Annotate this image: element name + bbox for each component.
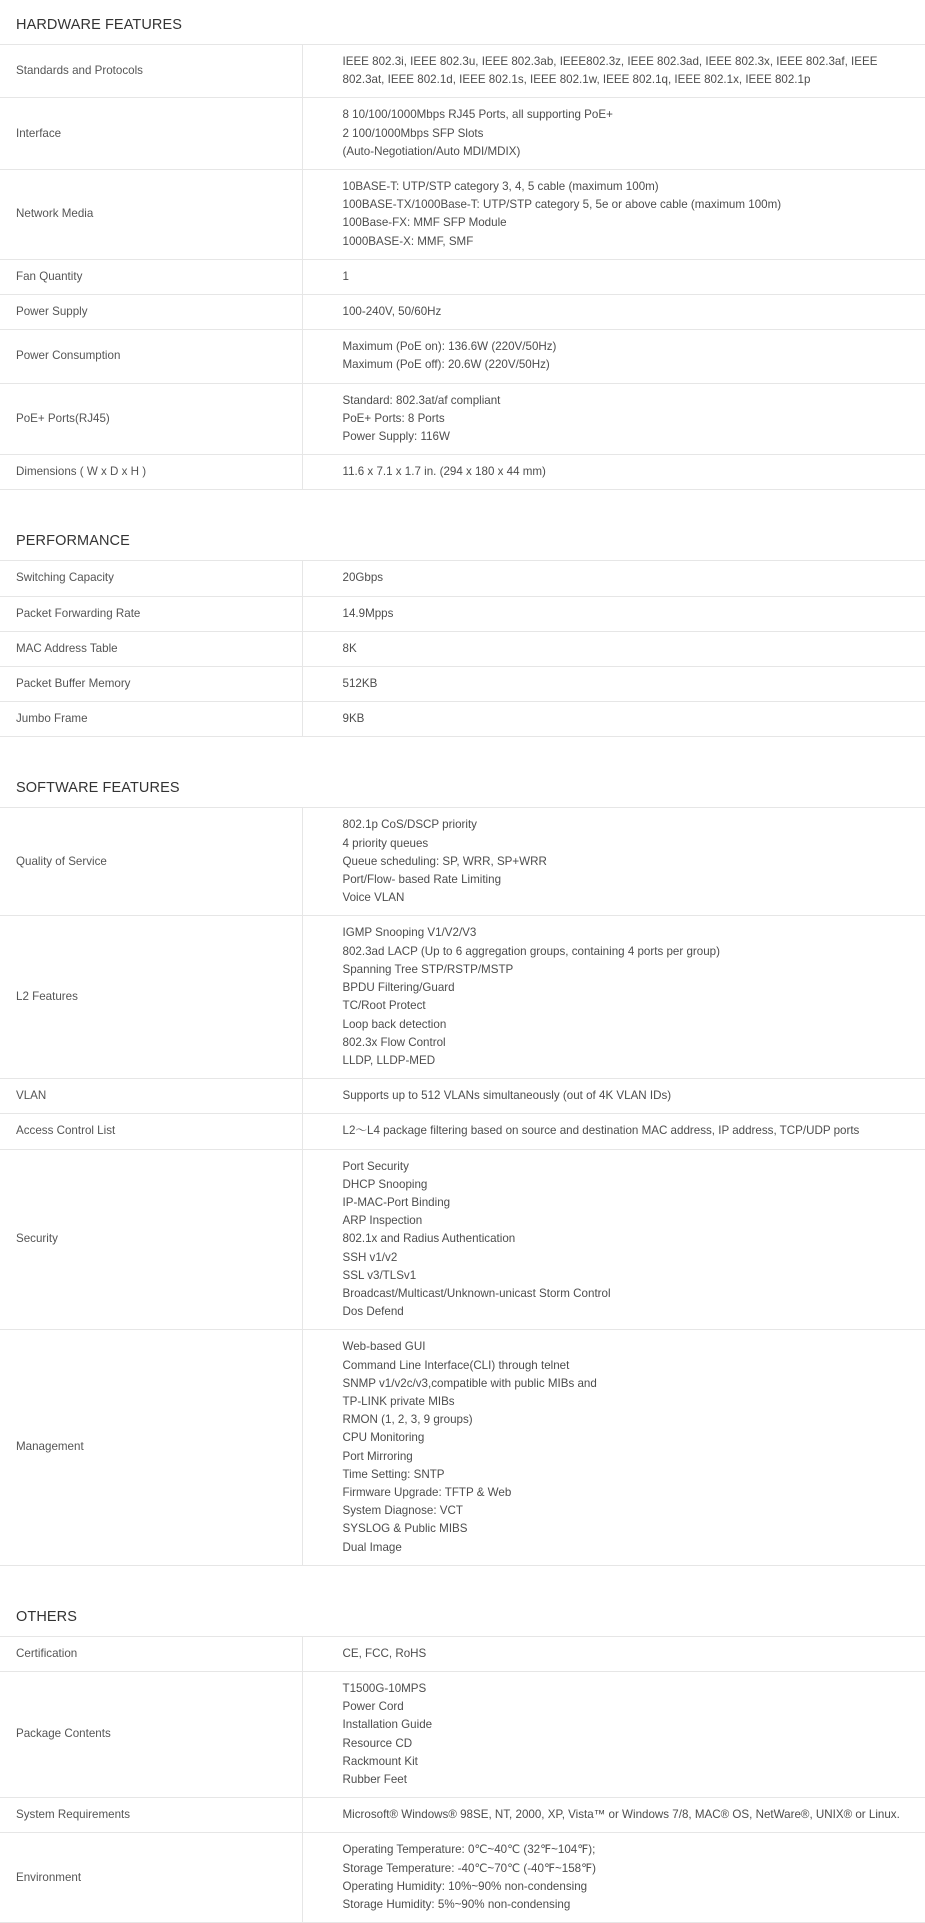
spec-value-line: 14.9Mpps xyxy=(342,606,394,620)
spec-value-line: SSL v3/TLSv1 xyxy=(342,1268,417,1282)
spec-value-line: CPU Monitoring xyxy=(342,1431,425,1445)
spec-label: System Requirements xyxy=(0,1798,302,1833)
spec-table xyxy=(0,808,925,1565)
spec-value-line: 100BASE-TX/1000Base-T: UTP/STP category 5, 5e or above cable (maximum 100m) xyxy=(342,198,782,212)
spec-value-line: Port Security xyxy=(342,1159,409,1173)
spec-value xyxy=(302,1637,925,1672)
spec-label: Network Media xyxy=(0,170,302,260)
spec-value-line: 9KB xyxy=(342,712,365,726)
spec-value xyxy=(302,455,925,490)
spec-label: Package Contents xyxy=(0,1671,302,1797)
spec-value-line: System Diagnose: VCT xyxy=(342,1504,463,1518)
spec-value-line: 802.1p CoS/DSCP priority xyxy=(342,818,477,832)
spec-value-line: Storage Temperature: -40℃~70℃ (-40℉~158℉) xyxy=(342,1861,596,1875)
section-hardware-features xyxy=(0,0,925,490)
section-spacer xyxy=(0,1566,925,1592)
spec-value-line: Time Setting: SNTP xyxy=(342,1467,445,1481)
spec-row-package-contents xyxy=(0,1671,925,1797)
spec-value-line: TC/Root Protect xyxy=(342,999,426,1013)
spec-row-jumbo-frame xyxy=(0,702,925,737)
spec-value-line: (Auto-Negotiation/Auto MDI/MDIX) xyxy=(342,144,521,158)
section-spacer xyxy=(0,490,925,516)
spec-row-power-supply xyxy=(0,295,925,330)
spec-label: Packet Buffer Memory xyxy=(0,667,302,702)
spec-value xyxy=(302,1114,925,1149)
spec-row-poe-ports-rj45 xyxy=(0,383,925,455)
spec-label: Fan Quantity xyxy=(0,259,302,294)
spec-value-line: CE, FCC, RoHS xyxy=(342,1646,427,1660)
spec-row-network-media xyxy=(0,170,925,260)
spec-value-line: Rackmount Kit xyxy=(342,1754,418,1768)
spec-value-line: 10BASE-T: UTP/STP category 3, 4, 5 cable (maximum 100m) xyxy=(342,180,659,194)
spec-value-line: Operating Humidity: 10%~90% non-condensing xyxy=(342,1879,588,1893)
spec-value-line: 1000BASE-X: MMF, SMF xyxy=(342,234,474,248)
spec-table xyxy=(0,1637,925,1923)
spec-value xyxy=(302,808,925,916)
spec-value xyxy=(302,295,925,330)
spec-value xyxy=(302,1671,925,1797)
spec-value-line: Resource CD xyxy=(342,1736,413,1750)
spec-value-line: Broadcast/Multicast/Unknown-unicast Storm Control xyxy=(342,1286,611,1300)
spec-value-line: Maximum (PoE off): 20.6W (220V/50Hz) xyxy=(342,358,550,372)
spec-value xyxy=(302,330,925,383)
spec-value xyxy=(302,1079,925,1114)
spec-table xyxy=(0,45,925,490)
section-software-features xyxy=(0,763,925,1565)
spec-value-line: 4 priority queues xyxy=(342,836,429,850)
spec-value-line: IGMP Snooping V1/V2/V3 xyxy=(342,926,477,940)
spec-value-line: T1500G-10MPS xyxy=(342,1681,427,1695)
spec-row-packet-forwarding-rate xyxy=(0,596,925,631)
spec-row-power-consumption xyxy=(0,330,925,383)
spec-table xyxy=(0,561,925,737)
section-spacer xyxy=(0,737,925,763)
spec-value xyxy=(302,1833,925,1923)
spec-value xyxy=(302,45,925,98)
spec-value-line: DHCP Snooping xyxy=(342,1177,428,1191)
spec-value-line: Port/Flow- based Rate Limiting xyxy=(342,873,502,887)
spec-value-line: 20Gbps xyxy=(342,571,384,585)
spec-label: Access Control List xyxy=(0,1114,302,1149)
spec-row-certification xyxy=(0,1637,925,1672)
spec-value-line: 1 xyxy=(342,269,349,283)
spec-label: Standards and Protocols xyxy=(0,45,302,98)
spec-value-line: ARP Inspection xyxy=(342,1214,423,1228)
spec-value-line: RMON (1, 2, 3, 9 groups) xyxy=(342,1413,473,1427)
spec-value-line: Queue scheduling: SP, WRR, SP+WRR xyxy=(342,854,547,868)
spec-row-mac-address-table xyxy=(0,631,925,666)
spec-value-line: IEEE 802.3i, IEEE 802.3u, IEEE 802.3ab, IEEE802.3z, IEEE 802.3ad, IEEE 802.3x, IEEE 802.3af, IEEE 802.3at, IEEE 802.1d, IEEE 802.1s, IEEE 802.1w, IEEE 802.1q, IEEE 802.1x, IEEE 802.1p xyxy=(342,55,878,87)
spec-value-line: 11.6 x 7.1 x 1.7 in. (294 x 180 x 44 mm) xyxy=(342,465,546,479)
spec-value-line: 100Base-FX: MMF SFP Module xyxy=(342,216,507,230)
spec-value-line: 512KB xyxy=(342,677,378,691)
spec-row-l2-features xyxy=(0,916,925,1079)
spec-label: Power Consumption xyxy=(0,330,302,383)
spec-label: Switching Capacity xyxy=(0,561,302,596)
spec-value-line: Power Supply: 116W xyxy=(342,430,450,444)
spec-row-management xyxy=(0,1330,925,1565)
spec-value-line: Supports up to 512 VLANs simultaneously (out of 4K VLAN IDs) xyxy=(342,1089,672,1103)
spec-label: VLAN xyxy=(0,1079,302,1114)
spec-value-line: SSH v1/v2 xyxy=(342,1250,398,1264)
spec-value-line: Loop back detection xyxy=(342,1017,447,1031)
spec-value-line: Dual Image xyxy=(342,1540,402,1554)
spec-label: PoE+ Ports(RJ45) xyxy=(0,383,302,455)
spec-label: Packet Forwarding Rate xyxy=(0,596,302,631)
spec-value-line: Spanning Tree STP/RSTP/MSTP xyxy=(342,962,514,976)
spec-value xyxy=(302,1149,925,1330)
spec-value-line: 802.1x and Radius Authentication xyxy=(342,1232,516,1246)
spec-value-line: PoE+ Ports: 8 Ports xyxy=(342,411,445,425)
spec-row-vlan xyxy=(0,1079,925,1114)
spec-row-dimensions-w-x-d-x-h xyxy=(0,455,925,490)
spec-value xyxy=(302,259,925,294)
spec-value xyxy=(302,98,925,170)
spec-label: Certification xyxy=(0,1637,302,1672)
spec-value xyxy=(302,561,925,596)
spec-value-line: Standard: 802.3at/af compliant xyxy=(342,393,501,407)
spec-label: Quality of Service xyxy=(0,808,302,916)
spec-value-line: SNMP v1/v2c/v3,compatible with public MIBs and xyxy=(342,1376,597,1390)
spec-value-line: L2～L4 package filtering based on source and destination MAC address, IP address, TCP/UDP ports xyxy=(342,1124,860,1138)
spec-value-line: TP-LINK private MIBs xyxy=(342,1394,455,1408)
spec-value-line: BPDU Filtering/Guard xyxy=(342,981,455,995)
spec-value-line: 8 10/100/1000Mbps RJ45 Ports, all supporting PoE+ xyxy=(342,108,613,122)
spec-value xyxy=(302,702,925,737)
spec-value-line: Power Cord xyxy=(342,1700,404,1714)
section-others xyxy=(0,1592,925,1923)
spec-row-fan-quantity xyxy=(0,259,925,294)
spec-label: Interface xyxy=(0,98,302,170)
spec-row-system-requirements xyxy=(0,1798,925,1833)
spec-label: Management xyxy=(0,1330,302,1565)
spec-row-access-control-list xyxy=(0,1114,925,1149)
spec-value-line: Dos Defend xyxy=(342,1305,404,1319)
spec-value-line: Command Line Interface(CLI) through telnet xyxy=(342,1358,570,1372)
spec-row-switching-capacity xyxy=(0,561,925,596)
spec-value-line: Storage Humidity: 5%~90% non-condensing xyxy=(342,1898,571,1912)
section-title: SOFTWARE FEATURES xyxy=(0,763,925,808)
spec-label: Dimensions ( W x D x H ) xyxy=(0,455,302,490)
spec-row-standards-and-protocols xyxy=(0,45,925,98)
section-performance xyxy=(0,516,925,737)
section-title: OTHERS xyxy=(0,1592,925,1637)
spec-value-line: 100-240V, 50/60Hz xyxy=(342,305,442,319)
spec-value xyxy=(302,596,925,631)
spec-value-line: SYSLOG & Public MIBS xyxy=(342,1522,468,1536)
spec-value-line: 802.3x Flow Control xyxy=(342,1035,446,1049)
spec-row-security xyxy=(0,1149,925,1330)
spec-value-line: LLDP, LLDP-MED xyxy=(342,1053,436,1067)
spec-value-line: Microsoft® Windows® 98SE, NT, 2000, XP, Vista™ or Windows 7/8, MAC® OS, NetWare®, UNIX® or Linux. xyxy=(342,1808,900,1822)
spec-value-line: 802.3ad LACP (Up to 6 aggregation groups, containing 4 ports per group) xyxy=(342,944,720,958)
spec-value xyxy=(302,1330,925,1565)
spec-row-interface xyxy=(0,98,925,170)
spec-label: Jumbo Frame xyxy=(0,702,302,737)
spec-value xyxy=(302,170,925,260)
spec-value xyxy=(302,667,925,702)
section-title: HARDWARE FEATURES xyxy=(0,0,925,45)
spec-value-line: Rubber Feet xyxy=(342,1773,407,1786)
spec-row-quality-of-service xyxy=(0,808,925,916)
spec-row-environment xyxy=(0,1833,925,1923)
spec-value-line: Installation Guide xyxy=(342,1718,433,1732)
spec-label: Security xyxy=(0,1149,302,1330)
spec-row-packet-buffer-memory xyxy=(0,667,925,702)
spec-value-line: Operating Temperature: 0℃~40℃ (32℉~104℉); xyxy=(342,1843,596,1857)
spec-label: L2 Features xyxy=(0,916,302,1079)
spec-value xyxy=(302,1798,925,1833)
spec-label: MAC Address Table xyxy=(0,631,302,666)
spec-value-line: Voice VLAN xyxy=(342,891,405,905)
section-title: PERFORMANCE xyxy=(0,516,925,561)
spec-label: Power Supply xyxy=(0,295,302,330)
spec-value-line: Web-based GUI xyxy=(342,1340,426,1354)
spec-value xyxy=(302,383,925,455)
spec-value xyxy=(302,631,925,666)
spec-value-line: 8K xyxy=(342,641,357,655)
spec-label: Environment xyxy=(0,1833,302,1923)
spec-value xyxy=(302,916,925,1079)
spec-value-line: Maximum (PoE on): 136.6W (220V/50Hz) xyxy=(342,340,557,354)
spec-value-line: Port Mirroring xyxy=(342,1449,413,1463)
spec-value-line: IP-MAC-Port Binding xyxy=(342,1195,451,1209)
spec-value-line: 2 100/1000Mbps SFP Slots xyxy=(342,126,484,140)
spec-value-line: Firmware Upgrade: TFTP & Web xyxy=(342,1485,512,1499)
